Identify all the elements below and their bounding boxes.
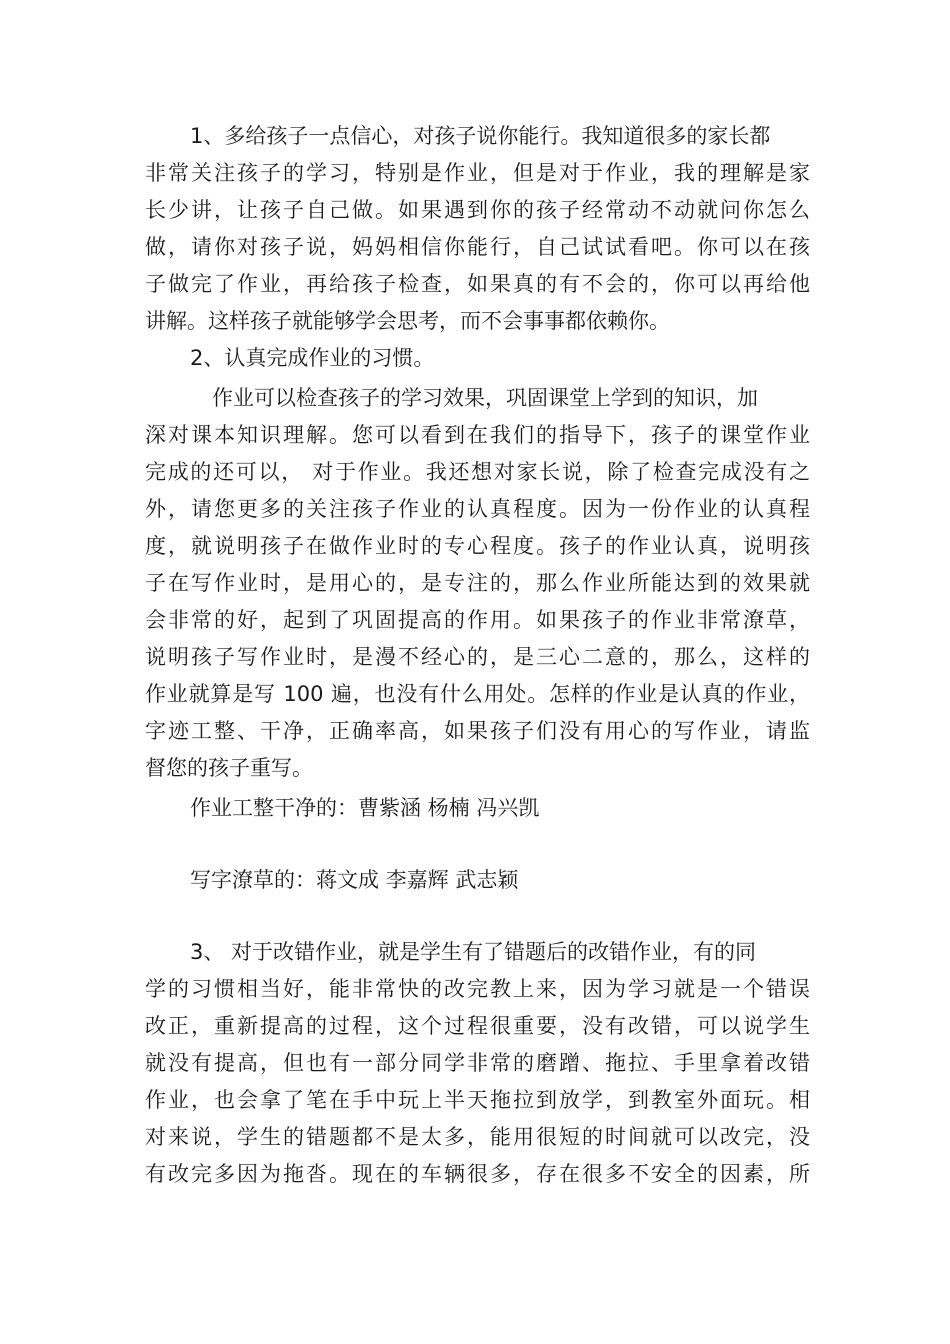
paragraph-2-line-5: 度，就说明孩子在做作业时的专心程度。孩子的作业认真，说明孩 [145,534,810,558]
paragraph-1-line-4: 做，请你对孩子说，妈妈相信你能行，自己试试看吧。你可以在孩 [145,235,810,259]
paragraph-1-line-6: 讲解。这样孩子就能够学会思考，而不会事事都依赖你。 [145,309,670,333]
paragraph-2-line-8: 说明孩子写作业时，是漫不经心的，是三心二意的，那么，这样的 [145,645,810,669]
paragraph-2-line-6: 子在写作业时，是用心的，是专注的，那么作业所能达到的效果就 [145,571,810,595]
paragraph-2-line-4: 外，请您更多的关注孩子作业的认真程度。因为一份作业的认真程 [145,497,810,521]
neat-homework-list: 作业工整干净的：曹紫涵 杨楠 冯兴凯 [190,796,540,820]
paragraph-3-line-7: 有改完多因为拖沓。现在的车辆很多，存在很多不安全的因素，所 [145,1162,810,1186]
paragraph-3-line-5: 作业，也会拿了笔在手中玩上半天拖拉到放学，到教室外面玩。相 [145,1088,810,1112]
paragraph-2-line-11: 督您的孩子重写。 [145,756,313,780]
paragraph-3-line-3: 改正，重新提高的过程，这个过程很重要，没有改错，可以说学生 [145,1014,810,1038]
paragraph-2-line-10: 字迹工整、干净，正确率高，如果孩子们没有用心的写作业，请监 [145,719,810,743]
paragraph-2-line-3: 完成的还可以， 对于作业。我还想对家长说，除了检查完成没有之 [145,460,810,484]
heading-2: 2、认真完成作业的习惯。 [190,346,435,370]
paragraph-2-line-9: 作业就算是写 100 遍，也没有什么用处。怎样的作业是认真的作业， [145,682,810,706]
paragraph-1-line-1: 1、多给孩子一点信心，对孩子说你能行。我知道很多的家长都 [190,124,771,148]
paragraph-1-line-5: 子做完了作业，再给孩子检查，如果真的有不会的，你可以再给他 [145,272,810,296]
paragraph-3-line-2: 学的习惯相当好，能非常快的改完教上来，因为学习就是一个错误 [145,977,810,1001]
paragraph-2-line-7: 会非常的好，起到了巩固提高的作用。如果孩子的作业非常潦草， [145,608,810,632]
paragraph-2-line-1: 作业可以检查孩子的学习效果，巩固课堂上学到的知识，加 [212,386,758,410]
paragraph-1-line-2: 非常关注孩子的学习，特别是作业，但是对于作业，我的理解是家 [145,161,810,185]
sloppy-writing-list: 写字潦草的：蒋文成 李嘉辉 武志颖 [190,868,519,892]
paragraph-3-line-6: 对来说，学生的错题都不是太多，能用很短的时间就可以改完，没 [145,1125,810,1149]
paragraph-3-line-1: 3、 对于改错作业，就是学生有了错题后的改错作业，有的同 [190,940,757,964]
paragraph-3-line-4: 就没有提高，但也有一部分同学非常的磨蹭、拖拉、手里拿着改错 [145,1051,810,1075]
paragraph-2-line-2: 深对课本知识理解。您可以看到在我们的指导下，孩子的课堂作业 [145,423,810,447]
paragraph-1-line-3: 长少讲，让孩子自己做。如果遇到你的孩子经常动不动就问你怎么 [145,198,810,222]
